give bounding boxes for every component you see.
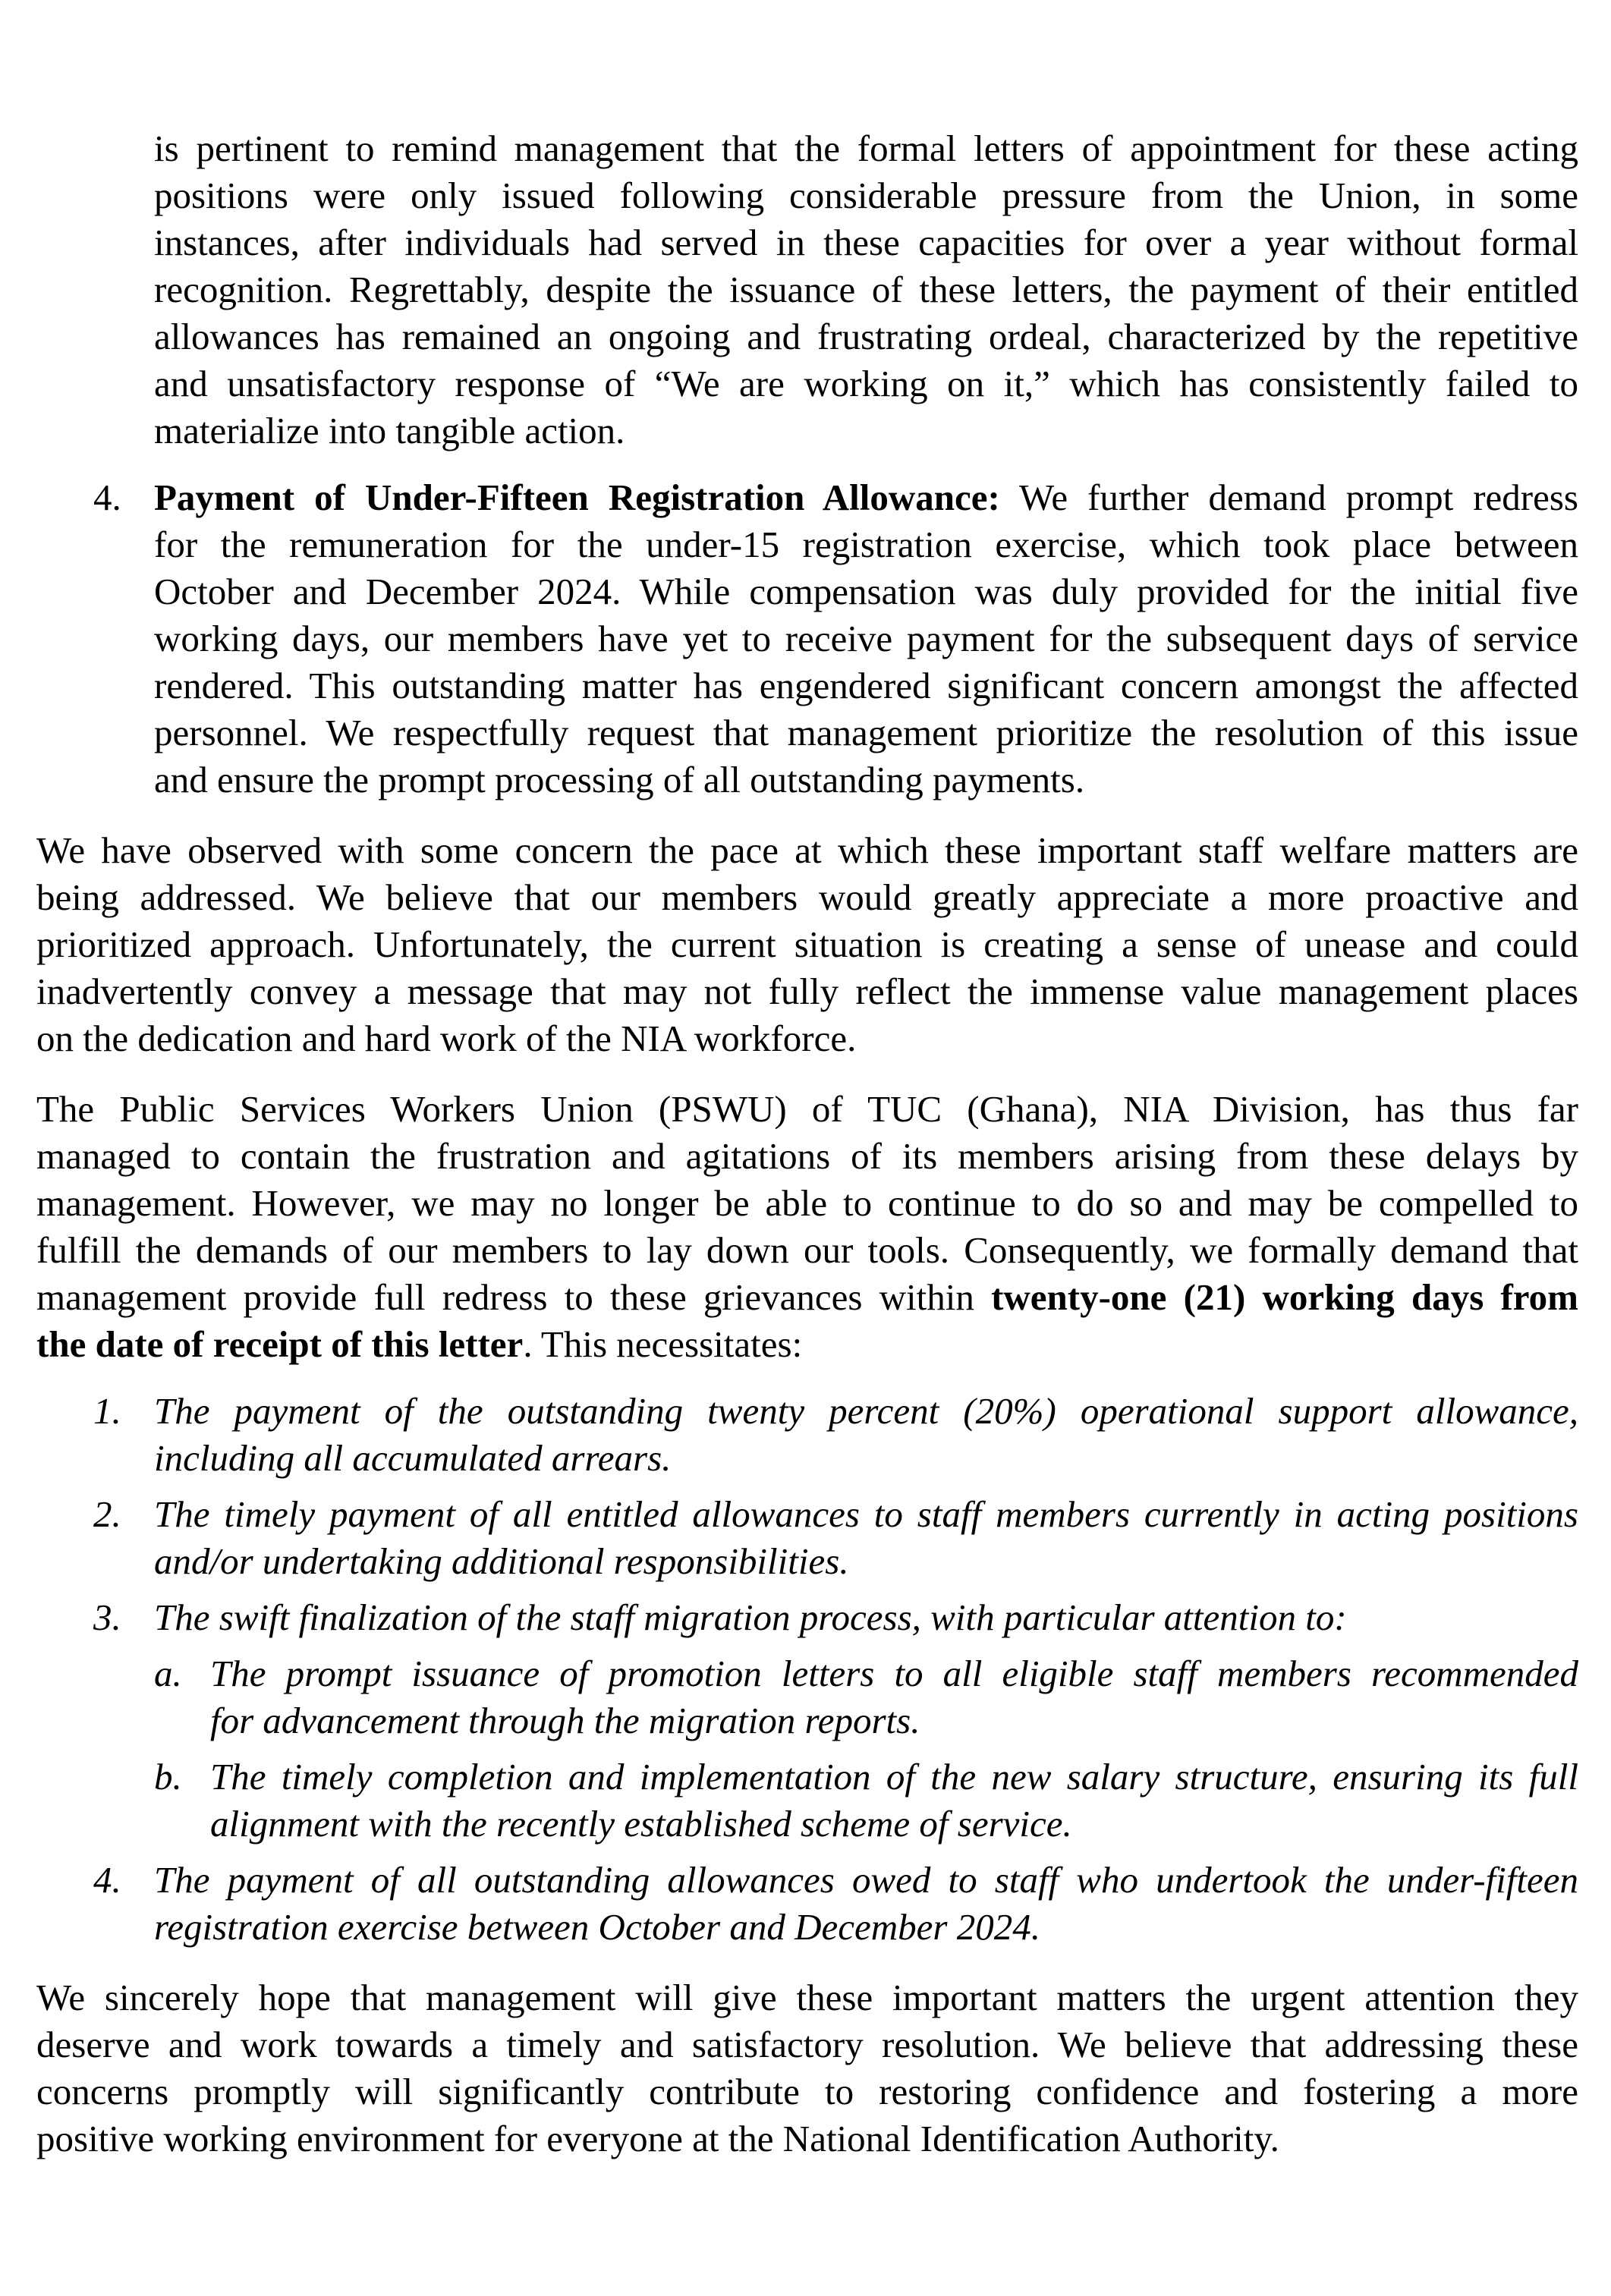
list-item bbox=[93, 1491, 1578, 1585]
text-run: registration exercise between October and December 2024. bbox=[154, 1906, 1040, 1948]
list-item bbox=[93, 1388, 1578, 1482]
text-line bbox=[154, 360, 1578, 407]
text-line bbox=[154, 1904, 1578, 1951]
text-run: on the dedication and hard work of the NIA workforce. bbox=[36, 1017, 857, 1059]
text-run: inadvertently convey a message that may not fully reflect the immense value management places bbox=[36, 970, 1578, 1012]
text-line bbox=[36, 921, 1578, 968]
text-line bbox=[154, 172, 1578, 219]
list-item bbox=[154, 1650, 1578, 1744]
text-line bbox=[36, 1974, 1578, 2021]
list-marker: b. bbox=[154, 1756, 182, 1797]
text-line bbox=[154, 568, 1578, 615]
text-run: rendered. This outstanding matter has engendered significant concern amongst the affected bbox=[154, 665, 1578, 706]
list-marker: 4. bbox=[93, 476, 121, 518]
text-line bbox=[36, 874, 1578, 921]
text-run: positive working environment for everyone at the National Identification Authority. bbox=[36, 2118, 1279, 2159]
text-run: and/or undertaking additional responsibilities. bbox=[154, 1540, 849, 1582]
list-item bbox=[93, 1857, 1578, 1951]
text-run: October and December 2024. While compensation was duly provided for the initial five bbox=[154, 571, 1578, 612]
text-run: managed to contain the frustration and agitations of its members arising from these delays by bbox=[36, 1135, 1578, 1177]
text-run: fulfill the demands of our members to lay down our tools. Consequently, we formally demand that bbox=[36, 1229, 1578, 1271]
text-run: is pertinent to remind management that the formal letters of appointment for these acting bbox=[154, 127, 1578, 169]
text-run: being addressed. We believe that our members would greatly appreciate a more proactive and bbox=[36, 876, 1578, 918]
text-run: The payment of all outstanding allowances owed to staff who undertook the under-fifteen bbox=[154, 1859, 1578, 1901]
text-run: concerns promptly will significantly contribute to restoring confidence and fostering a more bbox=[36, 2071, 1578, 2112]
list-marker: 1. bbox=[93, 1390, 121, 1432]
text-line bbox=[36, 1227, 1578, 1274]
text-run: We sincerely hope that management will give these important matters the urgent attention they bbox=[36, 1977, 1578, 2018]
text-line bbox=[36, 2115, 1578, 2162]
list-item bbox=[154, 1753, 1578, 1848]
text-run: allowances has remained an ongoing and frustrating ordeal, characterized by the repetitive bbox=[154, 316, 1578, 357]
text-line bbox=[154, 662, 1578, 709]
text-run: The timely payment of all entitled allowances to staff members currently in acting positions bbox=[154, 1493, 1578, 1535]
text-line bbox=[154, 615, 1578, 662]
text-line bbox=[36, 1133, 1578, 1180]
list-marker: 2. bbox=[93, 1493, 121, 1535]
bold-text-run: twenty-one (21) working days from bbox=[991, 1276, 1578, 1318]
text-line bbox=[154, 1435, 1578, 1482]
text-line bbox=[154, 1594, 1578, 1641]
text-run: for advancement through the migration reports. bbox=[210, 1700, 920, 1741]
text-run: . This necessitates: bbox=[523, 1323, 803, 1365]
text-run: positions were only issued following considerable pressure from the Union, in some bbox=[154, 175, 1578, 216]
text-run: including all accumulated arrears. bbox=[154, 1437, 672, 1479]
list-item bbox=[93, 1594, 1578, 1641]
text-run: recognition. Regrettably, despite the issuance of these letters, the payment of their entitled bbox=[154, 269, 1578, 310]
text-run: We have observed with some concern the pace at which these important staff welfare matters are bbox=[36, 829, 1578, 871]
text-line bbox=[36, 2021, 1578, 2068]
text-line bbox=[36, 1274, 1578, 1321]
list-marker: 4. bbox=[93, 1859, 121, 1901]
text-run: working days, our members have yet to receive payment for the subsequent days of service bbox=[154, 618, 1578, 659]
text-line bbox=[154, 219, 1578, 266]
paragraph bbox=[36, 1974, 1578, 2162]
text-line bbox=[210, 1753, 1578, 1801]
text-run: We further demand prompt redress bbox=[999, 476, 1578, 518]
text-line bbox=[36, 2068, 1578, 2115]
text-run: deserve and work towards a timely and satisfactory resolution. We believe that addressing these bbox=[36, 2024, 1578, 2065]
text-run: materialize into tangible action. bbox=[154, 410, 625, 451]
text-run: The swift finalization of the staff migration process, with particular attention to: bbox=[154, 1596, 1347, 1638]
text-run: The payment of the outstanding twenty percent (20%) operational support allowance, bbox=[154, 1390, 1578, 1432]
text-line bbox=[36, 1086, 1578, 1133]
paragraph bbox=[36, 1086, 1578, 1368]
text-line bbox=[154, 407, 1578, 454]
text-line bbox=[154, 1388, 1578, 1435]
text-line bbox=[36, 1015, 1578, 1062]
paragraph bbox=[154, 125, 1578, 454]
text-run: and unsatisfactory response of “We are working on it,” which has consistently failed to bbox=[154, 363, 1578, 404]
text-run: personnel. We respectfully request that management prioritize the resolution of this issue bbox=[154, 712, 1578, 753]
text-line bbox=[154, 756, 1578, 804]
text-line bbox=[36, 1321, 1578, 1368]
text-line bbox=[36, 827, 1578, 874]
text-run: The prompt issuance of promotion letters to all eligible staff members recommended bbox=[210, 1653, 1578, 1694]
text-line bbox=[154, 709, 1578, 756]
document-content bbox=[36, 125, 1578, 2162]
text-line bbox=[154, 266, 1578, 313]
text-run: management. However, we may no longer be able to continue to do so and may be compelled to bbox=[36, 1182, 1578, 1224]
text-run: management provide full redress to these grievances within bbox=[36, 1276, 992, 1318]
text-line bbox=[154, 1857, 1578, 1904]
text-run: The Public Services Workers Union (PSWU) of TUC (Ghana), NIA Division, has thus far bbox=[36, 1088, 1578, 1130]
text-run: for the remuneration for the under-15 registration exercise, which took place between bbox=[154, 524, 1578, 565]
text-line bbox=[154, 474, 1578, 521]
text-line bbox=[36, 968, 1578, 1015]
text-line bbox=[154, 1538, 1578, 1585]
list-item bbox=[93, 474, 1578, 804]
text-line bbox=[154, 125, 1578, 172]
text-line bbox=[210, 1697, 1578, 1744]
text-line bbox=[210, 1801, 1578, 1848]
text-line bbox=[154, 1491, 1578, 1538]
text-line bbox=[154, 313, 1578, 360]
text-run: alignment with the recently established scheme of service. bbox=[210, 1803, 1072, 1845]
paragraph bbox=[36, 827, 1578, 1062]
text-line bbox=[154, 521, 1578, 568]
bold-text-run: Payment of Under-Fifteen Registration Allowance: bbox=[154, 476, 1000, 518]
text-run: The timely completion and implementation of the new salary structure, ensuring its full bbox=[210, 1756, 1578, 1797]
text-run: prioritized approach. Unfortunately, the current situation is creating a sense of unease and could bbox=[36, 923, 1578, 965]
text-run: and ensure the prompt processing of all outstanding payments. bbox=[154, 759, 1085, 800]
list-marker: a. bbox=[154, 1653, 182, 1694]
list-marker: 3. bbox=[93, 1596, 121, 1638]
text-run: instances, after individuals had served in these capacities for over a year without formal bbox=[154, 222, 1578, 263]
text-line bbox=[36, 1180, 1578, 1227]
bold-text-run: the date of receipt of this letter bbox=[36, 1323, 524, 1365]
text-line bbox=[210, 1650, 1578, 1697]
